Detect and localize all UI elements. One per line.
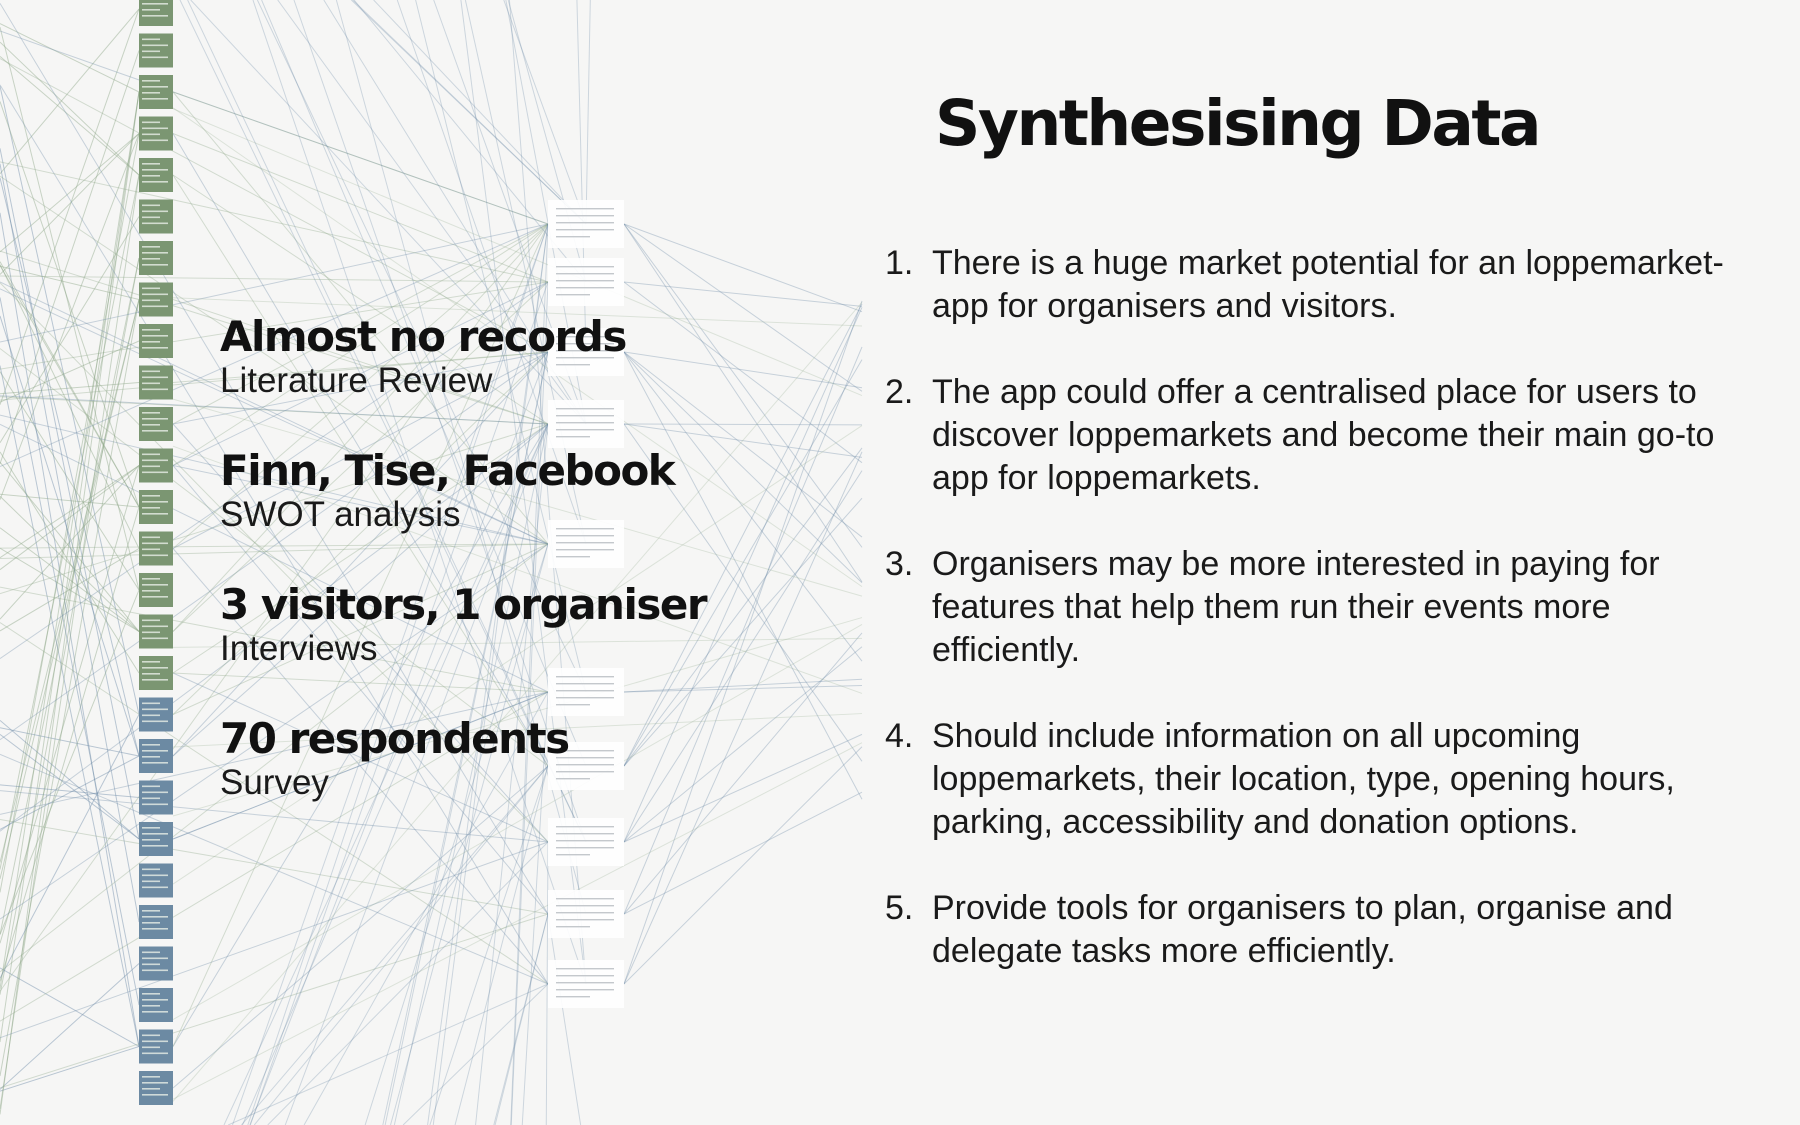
note-card: [139, 573, 173, 607]
note-card: [139, 656, 173, 690]
note-card: [139, 200, 173, 234]
stat-headline: Almost no records: [220, 312, 626, 361]
stat-headline: 70 respondents: [220, 714, 569, 763]
note-cards: [139, 0, 173, 1105]
finding-text: The app could offer a centralised place for users to discover loppemarkets and become their main go-to app for loppemarkets.: [932, 373, 1715, 497]
note-card: [139, 698, 173, 732]
stat-interviews: [220, 581, 740, 669]
finding-number: 4.: [885, 717, 914, 755]
note-card: [139, 283, 173, 317]
stat-source: Survey: [220, 763, 329, 802]
note-card: [139, 117, 173, 151]
stat-swot-analysis: [220, 447, 740, 535]
note-card: [139, 532, 173, 566]
note-card: [139, 490, 173, 524]
finding-number: 2.: [885, 373, 914, 411]
stat-literature-review: [220, 313, 740, 401]
note-card: [139, 739, 173, 773]
note-card: [139, 407, 173, 441]
insight-note: [548, 960, 624, 1008]
note-card: [139, 988, 173, 1022]
finding-number: 1.: [885, 244, 914, 282]
note-card: [139, 449, 173, 483]
finding-item: [885, 242, 1735, 328]
note-card: [139, 324, 173, 358]
note-card: [139, 615, 173, 649]
note-card: [139, 905, 173, 939]
note-card: [139, 822, 173, 856]
page-title: Synthesising Data: [935, 87, 1539, 160]
note-card: [139, 1030, 173, 1064]
finding-text: Provide tools for organisers to plan, organise and delegate tasks more efficiently.: [932, 889, 1673, 970]
note-card: [139, 0, 173, 26]
stat-source: Interviews: [220, 629, 378, 668]
stat-headline: 3 visitors, 1 organiser: [220, 580, 707, 629]
finding-item: [885, 543, 1735, 672]
note-card: [139, 158, 173, 192]
stats-list: [220, 313, 740, 849]
note-card: [139, 34, 173, 68]
note-card: [139, 947, 173, 981]
note-card: [139, 781, 173, 815]
findings-list: [885, 242, 1735, 1016]
note-card: [139, 241, 173, 275]
finding-number: 5.: [885, 889, 914, 927]
finding-text: Organisers may be more interested in paying for features that help them run their events more efficiently.: [932, 545, 1660, 669]
finding-item: [885, 887, 1735, 973]
insight-note: [548, 200, 624, 248]
finding-text: Should include information on all upcoming loppemarkets, their location, type, opening hours, parking, accessibility and donation options.: [932, 717, 1675, 841]
note-card: [139, 75, 173, 109]
insight-note: [548, 258, 624, 306]
finding-number: 3.: [885, 545, 914, 583]
insight-note: [548, 890, 624, 938]
finding-text: There is a huge market potential for an loppemarket-app for organisers and visitors.: [932, 244, 1724, 325]
stat-source: Literature Review: [220, 361, 493, 400]
stat-source: SWOT analysis: [220, 495, 461, 534]
note-card: [139, 864, 173, 898]
stat-survey: [220, 715, 740, 803]
finding-item: [885, 715, 1735, 844]
note-card: [139, 366, 173, 400]
stat-headline: Finn, Tise, Facebook: [220, 446, 675, 495]
note-card: [139, 1071, 173, 1105]
finding-item: [885, 371, 1735, 500]
